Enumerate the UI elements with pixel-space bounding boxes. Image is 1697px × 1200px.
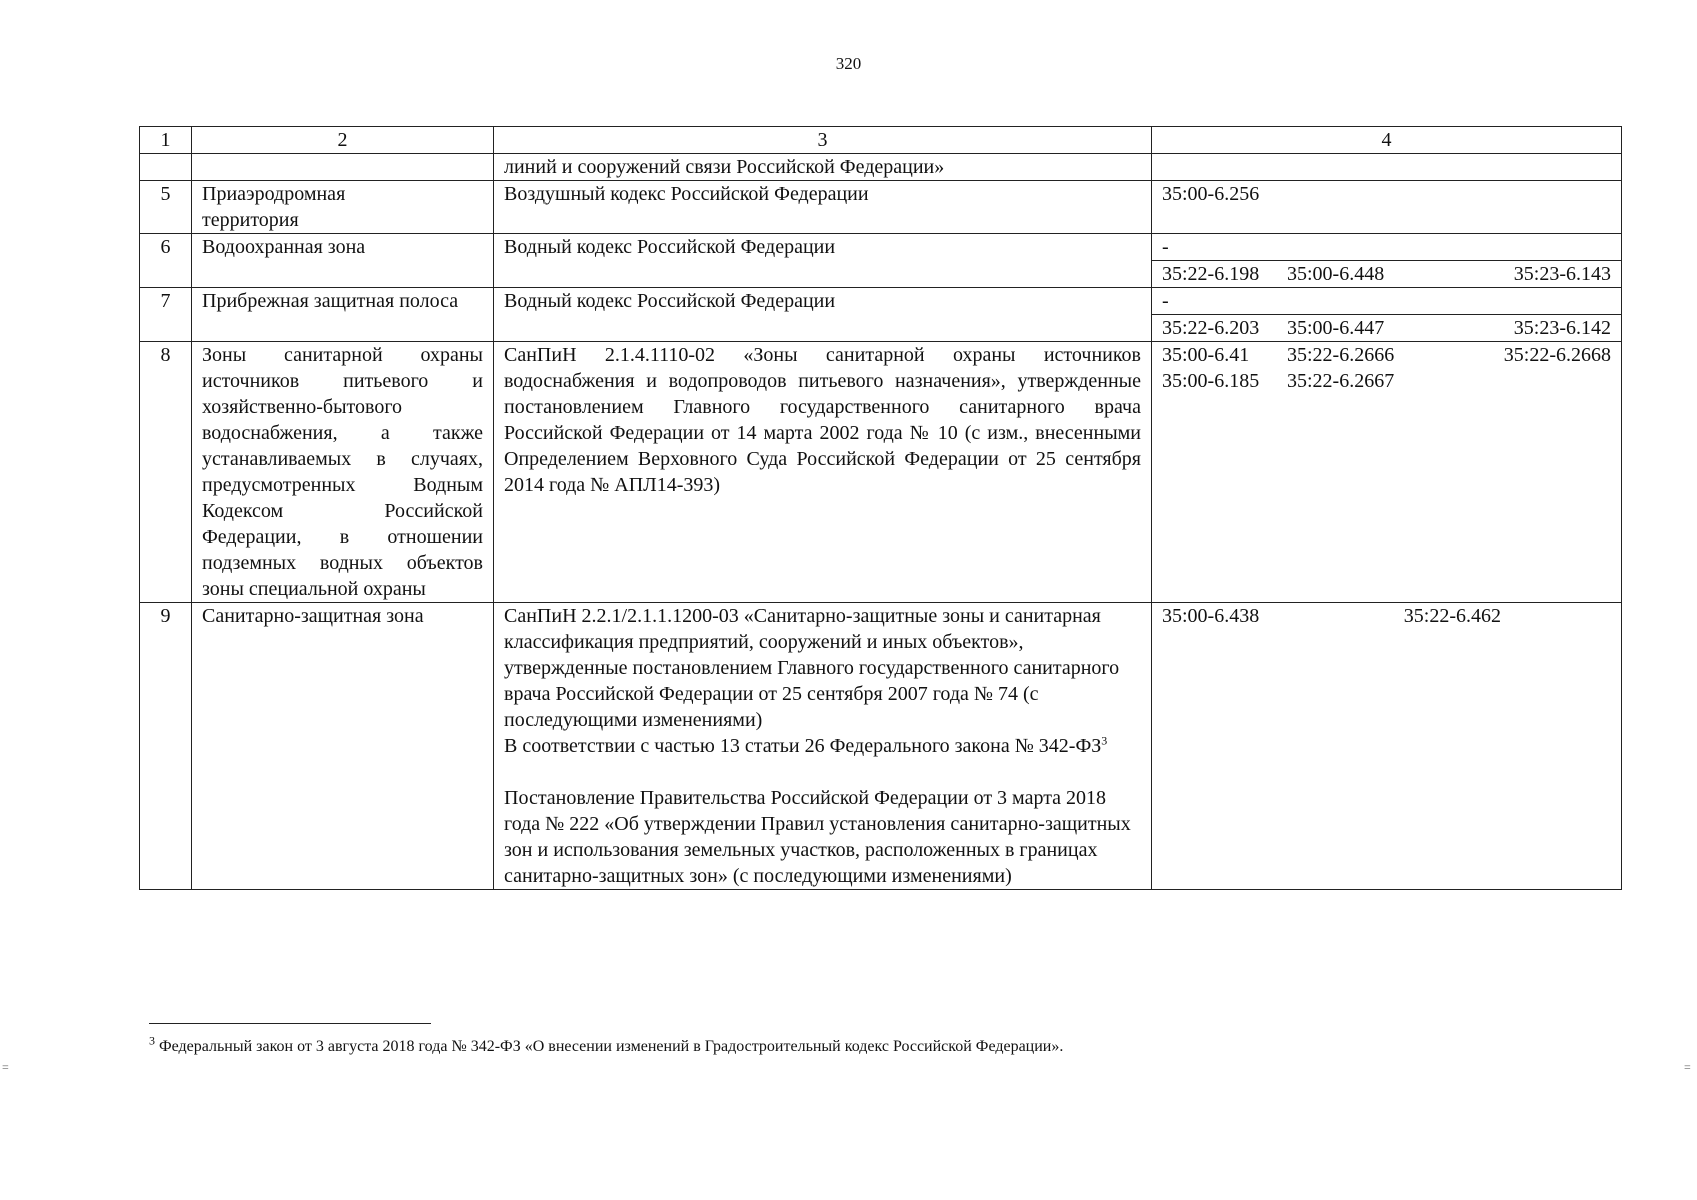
table-row: [140, 234, 1622, 288]
page-number: 320: [835, 54, 862, 73]
zone-codes: 35:00-6.438 35:22-6.462: [1152, 603, 1622, 890]
header-col-3: 3: [494, 127, 1152, 154]
legal-basis: Водный кодекс Российской Федерации: [494, 288, 1152, 342]
table-row: [140, 181, 1622, 234]
row-number: 6: [140, 234, 192, 288]
dash-placeholder: -: [1162, 290, 1169, 312]
row-number: 7: [140, 288, 192, 342]
zone-codes: - 35:22-6.203 35:00-6.447 35:23-6.142: [1152, 288, 1622, 342]
zone-codes: 35:00-6.41 35:22-6.2666 35:22-6.2668 35:00-6.185 35:22-6.2667: [1152, 342, 1622, 603]
table-row: [140, 342, 1622, 603]
header-col-1: 1: [140, 127, 192, 154]
zone-name: Санитарно-защитная зона: [192, 603, 494, 890]
table-header-row: [140, 127, 1622, 154]
zone-name: Водоохранная зона: [192, 234, 494, 288]
zone-codes: 35:00-6.256: [1152, 181, 1622, 234]
row-number: 5: [140, 181, 192, 234]
legal-basis: Воздушный кодекс Российской Федерации: [494, 181, 1152, 234]
dash-placeholder: -: [1162, 236, 1169, 258]
continuation-text: линий и сооружений связи Российской Федерации»: [494, 154, 1152, 181]
zone-name: Приаэродромная территория: [192, 181, 494, 234]
footnote: $^3$ Федеральный закон от 3 августа 2018 года № 342-ФЗ «О внесении изменений в Градостроительный кодекс Российской Федерации».: [149, 1033, 1064, 1055]
legal-basis: Водный кодекс Российской Федерации: [494, 234, 1152, 288]
footnote-separator: [149, 1023, 431, 1024]
row-number: 8: [140, 342, 192, 603]
zones-table: [139, 126, 1622, 890]
zone-name: Прибрежная защитная полоса: [192, 288, 494, 342]
table-row: [140, 603, 1622, 890]
header-col-2: 2: [192, 127, 494, 154]
legal-basis: СанПиН 2.1.4.1110-02 «Зоны санитарной охраны источников водоснабжения и водопроводов питьевого назначения», утвержденные постановлением Главного государственного санитарного врача Российской Федерации от 14 марта 2002 года № 10 (с изм., внесенными Определением Верховного Суда Российской Федерации от 25 сентября 2014 года № АПЛ14-393): [494, 342, 1152, 603]
header-col-4: 4: [1152, 127, 1622, 154]
table-row-continuation: [140, 154, 1622, 181]
footnote-ref: 3: [1101, 733, 1108, 748]
zone-name: Зоны санитарной охраны источников питьевого и хозяйственно-бытового водоснабжения, а также устанавливаемых в случаях, предусмотренных Водным Кодексом Российской Федерации, в отношении подземных водных объектов зоны специальной охраны: [192, 342, 494, 603]
zone-codes: - 35:22-6.198 35:00-6.448 35:23-6.143: [1152, 234, 1622, 288]
margin-mark: =: [1684, 1060, 1691, 1074]
legal-basis: СанПиН 2.2.1/2.1.1.1200-03 «Санитарно-защитные зоны и санитарная классификация предприятий, сооружений и иных объектов», утвержденные постановлением Главного государственного санитарного врача Российской Федерации от 25 сентября 2007 года № 74 (с последующими изменениями) В соответствии с частью 13 статьи 26 Федерального закона № $342-ФЗ^3$ Постановление Правительства Российской Федерации от 3 марта 2018 года № 222 «Об утверждении Правил установления санитарно-защитных зон и использования земельных участков, расположенных в границах санитарно-защитных зон» (с последующими изменениями): [494, 603, 1152, 890]
row-number: 9: [140, 603, 192, 890]
table-row: [140, 288, 1622, 342]
margin-mark: =: [2, 1060, 9, 1074]
